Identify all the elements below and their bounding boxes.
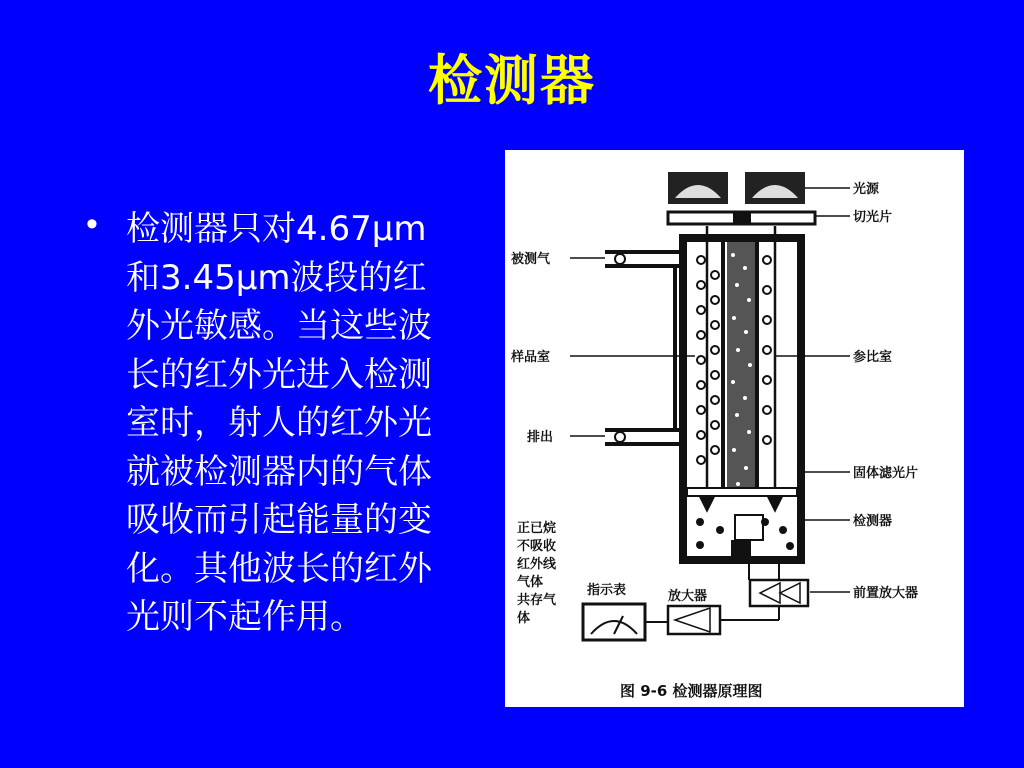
label-indicator: 指示表 bbox=[587, 583, 627, 598]
label-solid-filter: 固体滤光片 bbox=[853, 466, 919, 481]
label-chopper: 切光片 bbox=[853, 210, 893, 225]
label-preamplifier: 前置放大器 bbox=[853, 586, 919, 601]
inlet-valve bbox=[615, 254, 625, 264]
chopper-hub bbox=[733, 212, 751, 224]
label-detector: 检测器 bbox=[853, 514, 893, 529]
detector-membrane bbox=[735, 515, 763, 540]
label-hexane-4: 气体 bbox=[517, 575, 544, 590]
label-reference-chamber: 参比室 bbox=[853, 350, 893, 365]
label-hexane-5: 共存气 bbox=[517, 593, 557, 608]
figure-caption: 图 9-6 检测器原理图 bbox=[620, 682, 763, 700]
outlet-valve bbox=[615, 432, 625, 442]
bullet-marker: • bbox=[86, 205, 98, 243]
label-amplifier: 放大器 bbox=[668, 589, 708, 604]
label-hexane-2: 不吸收 bbox=[517, 539, 557, 554]
label-hexane-3: 红外线 bbox=[517, 557, 557, 572]
detector-diagram bbox=[505, 150, 964, 707]
label-hexane-1: 正已烷 bbox=[517, 521, 557, 536]
label-light-source: 光源 bbox=[853, 182, 880, 197]
label-measured-gas: 被测气 bbox=[511, 252, 551, 267]
detector-cells bbox=[696, 518, 794, 556]
label-sample-chamber: 样品室 bbox=[511, 350, 551, 365]
reference-chamber-fill bbox=[727, 242, 755, 492]
slide-title: 检测器 bbox=[428, 48, 596, 112]
label-exhaust: 排出 bbox=[527, 430, 554, 445]
bullet-text: 检测器只对4.67μm和3.45μm波段的红外光敏感。当这些波长的红外光进入检测室时，射人的红外光就被检测器内的气体吸收而引起能量的变化。其他波长的红外光则不起作用。 bbox=[126, 209, 432, 637]
label-hexane-6: 体 bbox=[517, 611, 531, 626]
leader-lines bbox=[570, 188, 850, 592]
solid-filter bbox=[687, 488, 797, 496]
detector-diagram-svg bbox=[505, 150, 964, 707]
ports bbox=[605, 252, 683, 444]
